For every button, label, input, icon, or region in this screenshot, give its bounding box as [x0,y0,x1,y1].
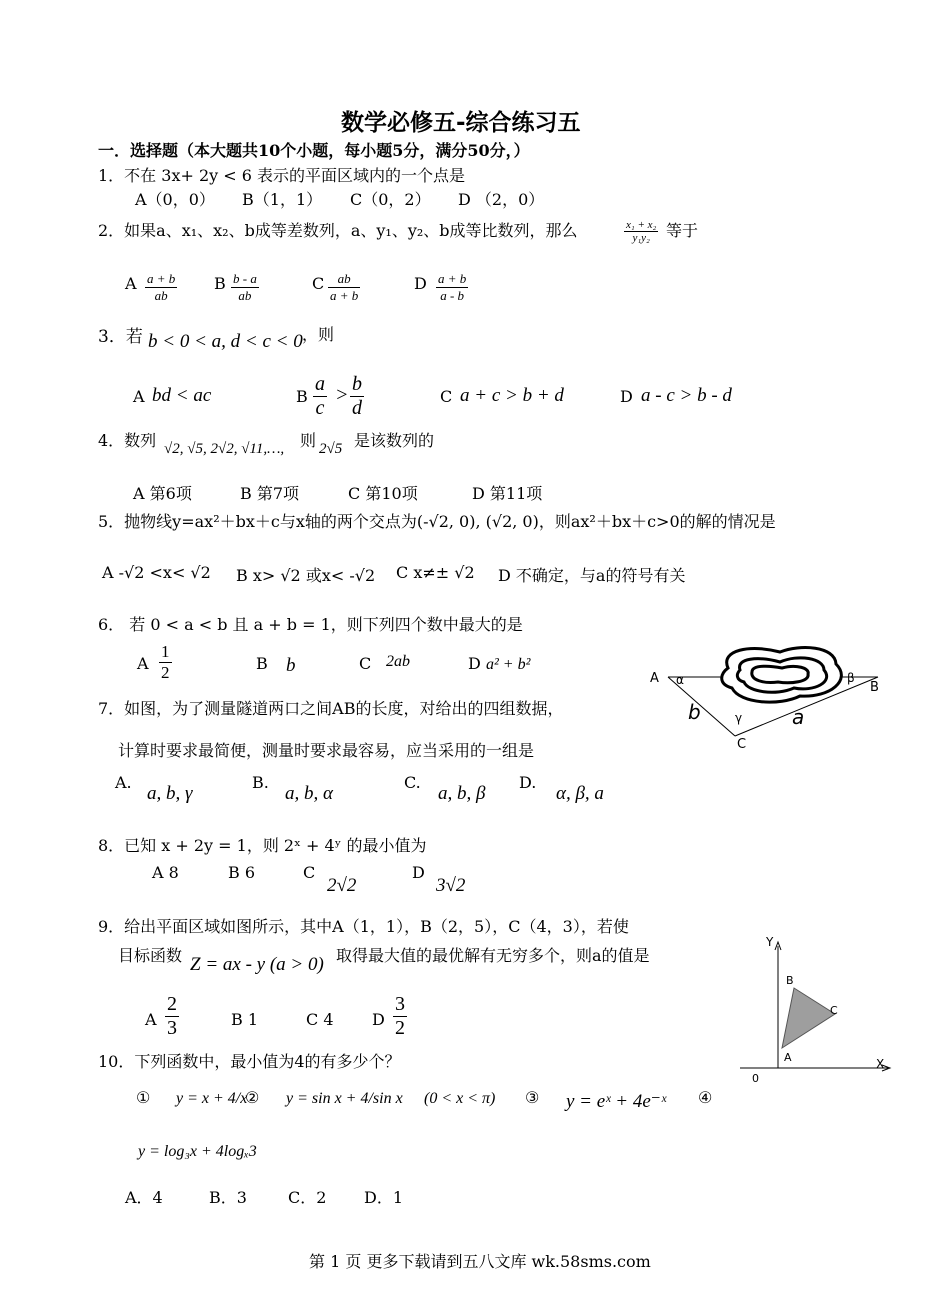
q10-function-1: y = x + 4/x [176,1090,248,1107]
region-figure [738,928,898,1088]
q8-option-c-label: C [303,863,316,882]
fig7-point-a: A [650,671,659,686]
q4-sequence: √2, √5, 2√2, √11,…, [164,441,285,457]
q2-option-c-fraction: $\frac{ab}{a + b}$ [330,271,359,303]
fig7-angle-alpha: α [676,673,684,687]
q10-marker-4: ④ [698,1088,713,1107]
q6-option-a-label: A [137,654,149,673]
q7-line2: 计算时要求最简便，测量时要求最容易，应当采用的一组是 [118,741,535,760]
q4-option-c: C 第10项 [348,484,418,503]
q2-option-d-label: D [414,274,427,293]
q3-option-b-frac1: $\frac{a}{c}$ [315,373,325,419]
q6-option-d-label: D [468,654,481,673]
q5-option-b: B x> √2 或x< -√2 [236,566,376,585]
q3-option-d-label: D [620,387,633,406]
q9-option-d-fraction: $\frac{3}{2}$ [395,993,405,1039]
fig7-point-c: C [737,737,747,752]
q2-option-a-label: A [125,274,137,293]
q6-option-b-label: B [256,654,268,673]
q6-stem: 6． 若 0 < a < b 且 a + b = 1，则下列四个数中最大的是 [98,615,523,634]
q5-option-a: A -√2 <x< √2 [102,563,211,582]
q3-number: 3．若 [98,327,143,347]
q6-option-c: 2ab [386,653,410,670]
q2-stem-fraction: $\frac{\text{x₁ + x₂}}{\text{y₁y₂}}$ [626,219,657,244]
q7-option-b: a, b, α [285,783,333,804]
q2-option-d-fraction: $\frac{a + b}{a - b}$ [438,271,467,303]
q4-option-a: A 第6项 [133,484,192,503]
q4-stem: 4．数列 [98,431,157,450]
q10-marker-1: ① [136,1088,151,1107]
q9-option-a-fraction: $\frac{2}{3}$ [167,993,177,1039]
q7-option-a-label: A. [115,773,132,792]
q7-option-d: α, β, a [556,783,604,804]
q6-option-b: b [286,655,296,676]
page-title: 数学必修五-综合练习五 [341,110,581,136]
q2-option-b-label: B [214,274,226,293]
q10-marker-3: ③ [525,1088,540,1107]
q8-stem: 8．已知 x + 2y = 1，则 2ˣ + 4ʸ 的最小值为 [98,836,427,855]
q9-formula: Z = ax - y (a > 0) [190,954,324,975]
q4-tail: 是该数列的 [354,431,435,450]
mountain-contour-outer [722,648,842,703]
q7-option-c-label: C. [404,773,421,792]
q7-option-d-label: D. [519,773,537,792]
q4-then: 则 [300,431,317,450]
q9-line2-post: 取得最大值的最优解有无穷多个，则a的值是 [336,946,650,965]
q10-function-3: y = eˣ + 4e⁻ˣ [566,1091,667,1112]
q9-line1: 9．给出平面区域如图所示，其中A（1，1），B（2，5），C（4，3），若使 [98,917,629,936]
q3-option-b-op: > [335,384,349,406]
q4-option-d: D 第11项 [472,484,543,503]
q8-option-d: 3√2 [436,875,466,896]
q7-option-b-label: B. [252,773,269,792]
q7-line1: 7．如图，为了测量隧道两口之间AB的长度，对给出的四组数据， [98,699,564,718]
q3-tail: ，则 [302,325,335,344]
q2-option-a-fraction: $\frac{a + b}{ab}$ [147,271,176,303]
q8-option-d-label: D [412,863,425,882]
q3-option-a-label: A [133,387,145,406]
q9-option-a-label: A [145,1010,157,1029]
q6-option-c-label: C [359,654,372,673]
q3-option-c: a + c > b + d [460,385,564,406]
fig7-side-a: a [792,705,805,729]
fig9-label-b: B [786,974,794,987]
q3-option-c-label: C [440,387,453,406]
q1-option-a: A（0，0） [135,190,215,209]
section-heading: 一．选择题（本大题共10个小题，每小题5分，满分50分，） [98,141,530,160]
q7-option-c: a, b, β [438,783,486,804]
q10-option-c: C．2 [288,1188,327,1207]
q3-option-d: a - c > b - d [641,385,732,406]
q10-option-a: A．4 [125,1188,163,1207]
fig7-side-b: b [688,700,701,724]
q10-option-d: D．1 [364,1188,404,1207]
q1-option-c: C（0，2） [350,190,431,209]
fig9-label-a: A [784,1051,792,1064]
q3-option-a: bd < ac [152,385,212,406]
q5-option-d: D 不确定，与a的符号有关 [498,566,686,585]
fig9-label-y: Y [766,935,774,949]
q5-option-c: C x≠± √2 [396,563,475,582]
q8-option-a: A 8 [152,863,179,882]
q3-condition: b < 0 < a, d < c < 0 [148,331,303,352]
q2-option-b-fraction: $\frac{b - a}{ab}$ [233,271,257,303]
q10-condition-2: (0 < x < π) [424,1090,496,1107]
q4-option-b: B 第7项 [240,484,300,503]
feasible-region [782,988,835,1048]
q8-option-b: B 6 [228,863,256,882]
q1-option-d: D （2，0） [458,190,545,209]
q3-option-b-frac2: $\frac{b}{d}$ [352,373,362,419]
q10-function-2: y = sin x + 4/sin x [286,1090,403,1107]
q8-option-c: 2√2 [327,875,357,896]
q2-option-c-label: C [312,274,325,293]
q5-stem: 5．抛物线y=ax²＋bx＋c与x轴的两个交点为(-√2, 0), (√2, 0)，则ax²＋bx＋c>0的解的情况是 [98,512,776,531]
q2-stem-tail: 等于 [666,221,699,240]
q4-term: 2√5 [319,441,343,457]
q10-stem: 10．下列函数中，最小值为4的有多少个？ [98,1052,401,1071]
fig7-angle-beta: β [847,671,855,685]
q1-stem: 1．不在 3x+ 2y < 6 表示的平面区域内的一个点是 [98,166,466,185]
q10-option-b: B．3 [209,1188,247,1207]
fig9-label-origin: 0 [752,1072,759,1085]
q1-option-b: B（1，1） [242,190,323,209]
q9-option-d-label: D [372,1010,385,1029]
tunnel-figure [640,640,890,755]
q2-stem: 2．如果a、x₁、x₂、b成等差数列，a、y₁、y₂、b成等比数列，那么 [98,221,578,240]
fig9-label-x: X [876,1057,885,1071]
page-footer: 第 1 页 更多下载请到五八文库 wk.58sms.com [309,1252,651,1271]
q9-line2-pre: 目标函数 [118,946,183,965]
q6-option-d: a² + b² [486,656,531,673]
q10-function-4: y = log₃x + 4logₓ3 [138,1143,257,1160]
fig9-label-c: C [830,1004,838,1017]
q7-option-a: a, b, γ [147,783,193,804]
fig7-point-b: B [870,680,879,695]
q10-marker-2: ② [245,1088,260,1107]
fig7-angle-gamma: γ [735,711,743,725]
q9-option-b: B 1 [231,1010,259,1029]
q9-option-c: C 4 [306,1010,334,1029]
q3-option-b-label: B [296,387,308,406]
q6-option-a-fraction: $\frac{1}{2}$ [161,642,170,682]
